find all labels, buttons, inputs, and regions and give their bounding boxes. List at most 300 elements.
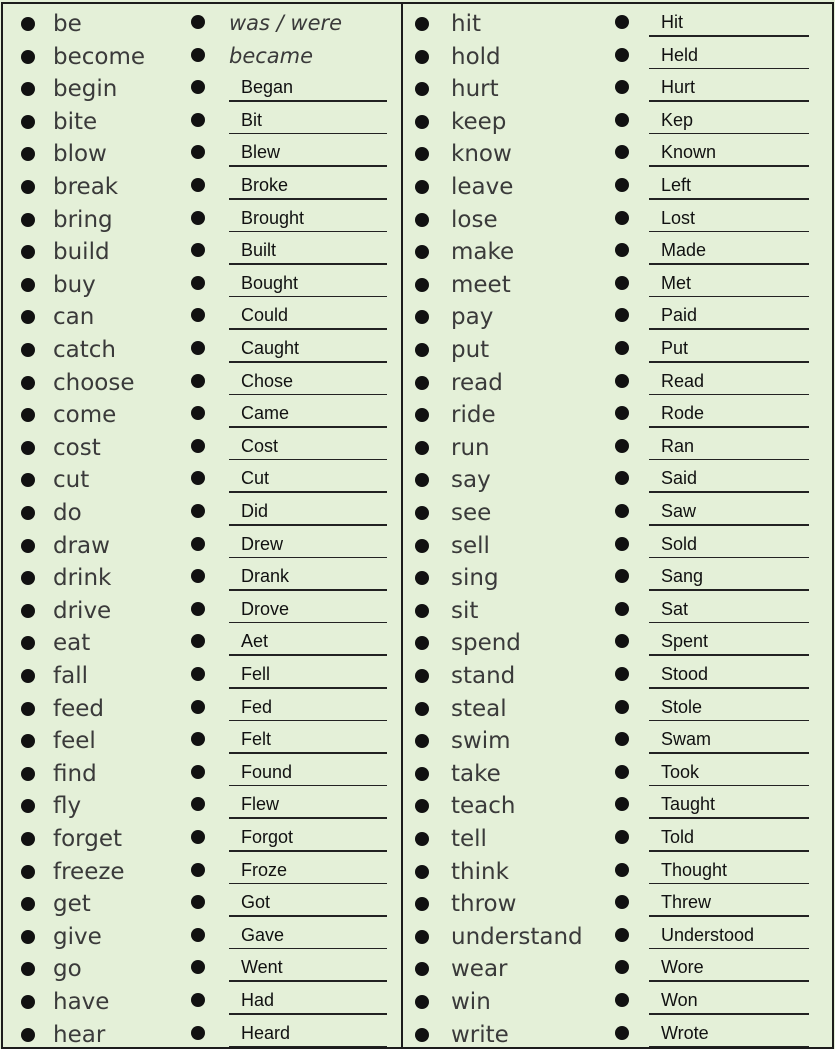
base-verb: feed [53, 695, 104, 722]
base-verb: meet [451, 271, 511, 298]
bullet-icon [615, 667, 629, 681]
answer-underline [229, 720, 387, 722]
past-tense-answer[interactable]: Did [241, 501, 269, 521]
past-tense-answer[interactable]: Wrote [661, 1022, 709, 1043]
past-tense-answer[interactable]: Taught [661, 794, 716, 815]
answer-underline [649, 68, 809, 70]
bullet-icon [615, 439, 629, 453]
verb-row [3, 660, 401, 692]
bullet-icon [615, 308, 629, 322]
base-verb: drink [53, 565, 112, 592]
answer-underline [229, 589, 387, 591]
past-tense-answer[interactable]: Gave [241, 924, 285, 945]
bullet-icon [21, 702, 35, 716]
answer-underline [229, 133, 387, 135]
bullet-icon [191, 1026, 205, 1040]
answer-underline [649, 426, 809, 428]
base-verb: begin [53, 76, 118, 103]
bullet-icon [415, 702, 429, 716]
base-verb: run [451, 434, 490, 461]
bullet-icon [415, 930, 429, 944]
answer-underline [649, 231, 809, 233]
bullet-icon [615, 145, 629, 159]
verb-row [3, 758, 401, 790]
bullet-icon [415, 408, 429, 422]
past-tense-answer[interactable]: Brought [241, 207, 305, 228]
past-tense-answer[interactable]: Built [241, 240, 277, 261]
verb-row [403, 856, 832, 888]
bullet-icon [21, 865, 35, 879]
past-tense-answer[interactable]: Kep [661, 109, 694, 130]
verb-row [403, 301, 832, 333]
past-tense-example: was / were [229, 11, 343, 35]
verb-row [3, 856, 401, 888]
base-verb: sell [451, 532, 490, 559]
bullet-icon [415, 180, 429, 194]
past-tense-answer[interactable]: Forgot [241, 827, 294, 847]
answer-underline [229, 296, 387, 298]
past-tense-answer[interactable]: Got [241, 892, 271, 913]
verb-row [3, 399, 401, 431]
base-verb: throw [451, 891, 517, 918]
bullet-icon [415, 343, 429, 357]
past-tense-answer[interactable]: Ran [661, 435, 695, 456]
base-verb: find [53, 760, 97, 787]
past-tense-answer[interactable]: Caught [241, 338, 300, 358]
answer-underline [649, 817, 809, 819]
verb-row [3, 204, 401, 236]
answer-underline [229, 915, 387, 917]
bullet-icon [191, 895, 205, 909]
bullet-icon [191, 113, 205, 127]
answer-underline [649, 491, 809, 493]
base-verb: draw [53, 532, 110, 559]
past-tense-answer[interactable]: Could [241, 305, 289, 326]
bullet-icon [615, 80, 629, 94]
bullet-icon [415, 245, 429, 259]
base-verb: ride [451, 402, 496, 429]
past-tense-answer[interactable]: Blew [241, 142, 281, 163]
verb-row [403, 73, 832, 105]
verb-row [3, 367, 401, 399]
bullet-icon [415, 376, 429, 390]
bullet-icon [191, 504, 205, 518]
past-tense-answer[interactable]: Left [661, 175, 692, 195]
answer-underline [229, 165, 387, 167]
bullet-icon [415, 539, 429, 553]
base-verb: become [53, 43, 146, 70]
verb-row [3, 595, 401, 627]
bullet-icon [21, 180, 35, 194]
past-tense-answer[interactable]: Had [241, 990, 275, 1010]
base-verb: hurt [451, 76, 499, 103]
past-tense-answer[interactable]: Made [661, 240, 707, 261]
past-tense-answer[interactable]: Rode [661, 403, 705, 424]
past-tense-answer[interactable]: Hurt [661, 77, 696, 98]
verb-row [403, 41, 832, 73]
bullet-icon [21, 832, 35, 846]
bullet-icon [415, 669, 429, 683]
past-tense-answer[interactable]: Bit [241, 109, 263, 130]
verb-row [403, 627, 832, 659]
answer-underline [229, 459, 387, 461]
past-tense-answer[interactable]: Stole [661, 696, 703, 717]
past-tense-answer[interactable]: Stood [661, 664, 709, 684]
verb-row [3, 627, 401, 659]
bullet-icon [191, 308, 205, 322]
bullet-icon [21, 930, 35, 944]
answer-underline [229, 687, 387, 689]
bullet-icon [21, 571, 35, 585]
bullet-icon [191, 928, 205, 942]
bullet-icon [191, 700, 205, 714]
base-verb: win [451, 989, 491, 1015]
page-bottom-margin [0, 1049, 835, 1059]
bullet-icon [21, 636, 35, 650]
past-tense-answer[interactable]: Drove [241, 598, 290, 619]
past-tense-answer[interactable]: Sang [661, 566, 704, 587]
verb-row [403, 464, 832, 496]
base-verb: stand [451, 663, 516, 689]
past-tense-answer[interactable]: Flew [241, 794, 280, 815]
answer-underline [649, 1046, 809, 1048]
verb-row [3, 530, 401, 562]
bullet-icon [191, 48, 205, 62]
base-verb: eat [53, 630, 91, 657]
bullet-icon [191, 667, 205, 681]
past-tense-answer[interactable]: Found [241, 761, 293, 782]
verb-row [3, 953, 401, 985]
past-tense-answer[interactable]: Fed [241, 696, 273, 717]
base-verb: drive [53, 597, 112, 624]
bullet-icon [21, 539, 35, 553]
verb-row [403, 823, 832, 855]
verb-row [403, 269, 832, 301]
past-tense-answer[interactable]: Cut [241, 468, 270, 489]
answer-underline [649, 654, 809, 656]
answer-underline [649, 622, 809, 624]
answer-underline [649, 687, 809, 689]
bullet-icon [191, 765, 205, 779]
past-tense-answer[interactable]: Hit [661, 12, 683, 32]
base-verb: freeze [53, 858, 125, 885]
answer-underline [649, 296, 809, 298]
past-tense-answer[interactable]: Understood [661, 924, 755, 945]
bullet-icon [191, 439, 205, 453]
past-tense-answer[interactable]: Drank [241, 566, 290, 587]
verb-row [403, 334, 832, 366]
base-verb: write [451, 1021, 509, 1048]
bullet-icon [615, 895, 629, 909]
bullet-icon [415, 473, 429, 487]
base-verb: hear [53, 1021, 106, 1048]
answer-underline [229, 328, 387, 330]
answer-underline [229, 1013, 387, 1015]
past-tense-answer[interactable]: Saw [661, 501, 697, 521]
past-tense-answer[interactable]: Held [661, 44, 699, 65]
verb-row [3, 236, 401, 268]
verb-row [403, 204, 832, 236]
base-verb: be [53, 11, 82, 37]
base-verb: say [451, 467, 491, 494]
answer-underline [229, 850, 387, 852]
bullet-icon [615, 732, 629, 746]
bullet-icon [191, 960, 205, 974]
bullet-icon [21, 669, 35, 683]
bullet-icon [415, 115, 429, 129]
past-tense-answer[interactable]: Said [661, 468, 698, 489]
bullet-icon [21, 310, 35, 324]
bullet-icon [415, 799, 429, 813]
answer-underline [229, 622, 387, 624]
bullet-icon [415, 506, 429, 520]
verb-row [3, 301, 401, 333]
verb-row [403, 530, 832, 562]
bullet-icon [191, 211, 205, 225]
past-tense-answer[interactable]: Came [241, 403, 290, 424]
bullet-icon [21, 408, 35, 422]
base-verb: come [53, 402, 117, 429]
verb-row [403, 367, 832, 399]
bullet-icon [21, 115, 35, 129]
base-verb: tell [451, 826, 487, 852]
past-tense-answer[interactable]: Broke [241, 175, 289, 195]
base-verb: take [451, 760, 501, 787]
answer-underline [649, 915, 809, 917]
bullet-icon [615, 406, 629, 420]
verb-row [403, 660, 832, 692]
bullet-icon [415, 604, 429, 618]
past-tense-answer[interactable]: Took [661, 761, 700, 782]
bullet-icon [615, 341, 629, 355]
base-verb: sit [451, 597, 479, 624]
base-verb: put [451, 337, 490, 363]
answer-underline [649, 361, 809, 363]
answer-underline [649, 752, 809, 754]
answer-underline [229, 426, 387, 428]
base-verb: hold [451, 43, 501, 70]
verb-row [403, 921, 832, 953]
base-verb: teach [451, 793, 516, 820]
bullet-icon [191, 797, 205, 811]
bullet-icon [415, 310, 429, 324]
answer-underline [649, 980, 809, 982]
bullet-icon [191, 471, 205, 485]
answer-underline [649, 1013, 809, 1015]
answer-underline [229, 557, 387, 559]
base-verb: cut [53, 467, 90, 494]
verb-row [3, 464, 401, 496]
past-tense-answer[interactable]: Read [661, 370, 705, 391]
verb-row [3, 73, 401, 105]
past-tense-answer[interactable]: Put [661, 338, 689, 358]
verb-row [3, 8, 401, 40]
bullet-icon [21, 213, 35, 227]
bullet-icon [21, 962, 35, 976]
verb-row [3, 106, 401, 138]
base-verb: read [451, 369, 503, 396]
past-tense-answer[interactable]: Paid [661, 305, 698, 326]
past-tense-answer[interactable]: Lost [661, 207, 696, 228]
bullet-icon [21, 506, 35, 520]
verb-row [3, 1019, 401, 1051]
verb-row [3, 269, 401, 301]
answer-underline [649, 883, 809, 885]
bullet-icon [21, 995, 35, 1009]
past-tense-answer[interactable]: Sat [661, 598, 689, 619]
past-tense-answer[interactable]: Froze [241, 859, 288, 880]
past-tense-answer[interactable]: Bought [241, 272, 299, 293]
base-verb: understand [451, 923, 583, 950]
verb-row [3, 432, 401, 464]
bullet-icon [191, 374, 205, 388]
bullet-icon [615, 243, 629, 257]
past-tense-answer[interactable]: Wore [661, 957, 704, 978]
bullet-icon [415, 17, 429, 31]
bullet-icon [615, 113, 629, 127]
bullet-icon [615, 537, 629, 551]
bullet-icon [615, 471, 629, 485]
bullet-icon [415, 865, 429, 879]
verb-row [403, 138, 832, 170]
bullet-icon [415, 50, 429, 64]
past-tense-answer[interactable]: Began [241, 77, 294, 98]
base-verb: buy [53, 271, 96, 298]
bullet-icon [615, 178, 629, 192]
answer-underline [649, 35, 809, 37]
verb-row [403, 758, 832, 790]
bullet-icon [615, 797, 629, 811]
bullet-icon [21, 17, 35, 31]
past-tense-answer[interactable]: Cost [241, 435, 279, 456]
bullet-icon [21, 245, 35, 259]
bullet-icon [21, 1028, 35, 1042]
past-tense-answer[interactable]: Swam [661, 729, 712, 750]
verb-row [3, 562, 401, 594]
bullet-icon [615, 211, 629, 225]
base-verb: steal [451, 695, 507, 722]
bullet-icon [191, 341, 205, 355]
base-verb: blow [53, 141, 107, 168]
base-verb: spend [451, 630, 521, 657]
verb-row [403, 236, 832, 268]
answer-underline [229, 231, 387, 233]
verb-row [3, 138, 401, 170]
answer-underline [229, 817, 387, 819]
bullet-icon [415, 636, 429, 650]
base-verb: pay [451, 304, 494, 331]
base-verb: swim [451, 728, 511, 755]
past-tense-answer[interactable]: Chose [241, 370, 294, 391]
verb-row [3, 334, 401, 366]
answer-underline [229, 1046, 387, 1048]
base-verb: feel [53, 728, 96, 755]
base-verb: give [53, 923, 102, 950]
bullet-icon [615, 830, 629, 844]
bullet-icon [415, 832, 429, 846]
bullet-icon [191, 145, 205, 159]
bullet-icon [21, 376, 35, 390]
verb-row [403, 1019, 832, 1051]
base-verb: sing [451, 565, 499, 592]
bullet-icon [21, 343, 35, 357]
past-tense-answer[interactable]: Aet [241, 631, 269, 652]
past-tense-answer[interactable]: Thought [661, 859, 728, 880]
bullet-icon [415, 278, 429, 292]
base-verb: leave [451, 174, 514, 200]
right-column [401, 2, 834, 1049]
answer-underline [649, 785, 809, 787]
past-tense-answer[interactable]: Heard [241, 1022, 291, 1043]
answer-underline [649, 459, 809, 461]
past-tense-answer[interactable]: Known [661, 142, 717, 163]
past-tense-answer[interactable]: Sold [661, 533, 698, 554]
verb-row [403, 497, 832, 529]
verb-row [403, 595, 832, 627]
bullet-icon [191, 537, 205, 551]
base-verb: wear [451, 956, 508, 983]
bullet-icon [415, 995, 429, 1009]
bullet-icon [191, 243, 205, 257]
verb-row [403, 399, 832, 431]
verb-row [3, 888, 401, 920]
answer-underline [649, 198, 809, 200]
verb-row [3, 725, 401, 757]
verb-row [403, 953, 832, 985]
past-tense-answer[interactable]: Won [661, 990, 698, 1010]
bullet-icon [615, 765, 629, 779]
bullet-icon [615, 15, 629, 29]
bullet-icon [191, 830, 205, 844]
answer-underline [229, 491, 387, 493]
bullet-icon [615, 928, 629, 942]
past-tense-answer[interactable]: Drew [241, 533, 284, 554]
past-tense-answer[interactable]: Went [241, 957, 283, 978]
base-verb: think [451, 858, 509, 885]
answer-underline [229, 654, 387, 656]
past-tense-answer[interactable]: Spent [661, 631, 709, 652]
base-verb: hit [451, 11, 481, 37]
verb-row [3, 986, 401, 1018]
answer-underline [229, 883, 387, 885]
bullet-icon [191, 276, 205, 290]
base-verb: lose [451, 206, 498, 233]
past-tense-answer[interactable]: Fell [241, 664, 271, 684]
past-tense-answer[interactable]: Met [661, 272, 692, 293]
past-tense-answer[interactable]: Felt [241, 729, 272, 750]
verb-row [403, 171, 832, 203]
bullet-icon [191, 732, 205, 746]
base-verb: build [53, 239, 110, 266]
left-column [1, 2, 403, 1049]
past-tense-answer[interactable]: Told [661, 827, 695, 847]
base-verb: make [451, 239, 515, 266]
past-tense-example: became [229, 43, 314, 68]
bullet-icon [21, 734, 35, 748]
bullet-icon [415, 147, 429, 161]
bullet-icon [21, 473, 35, 487]
bullet-icon [415, 734, 429, 748]
verb-row [3, 497, 401, 529]
base-verb: fly [53, 793, 82, 820]
bullet-icon [21, 767, 35, 781]
bullet-icon [415, 1028, 429, 1042]
answer-underline [229, 361, 387, 363]
bullet-icon [615, 374, 629, 388]
bullet-icon [415, 897, 429, 911]
base-verb: go [53, 956, 82, 983]
past-tense-answer[interactable]: Threw [661, 892, 712, 913]
